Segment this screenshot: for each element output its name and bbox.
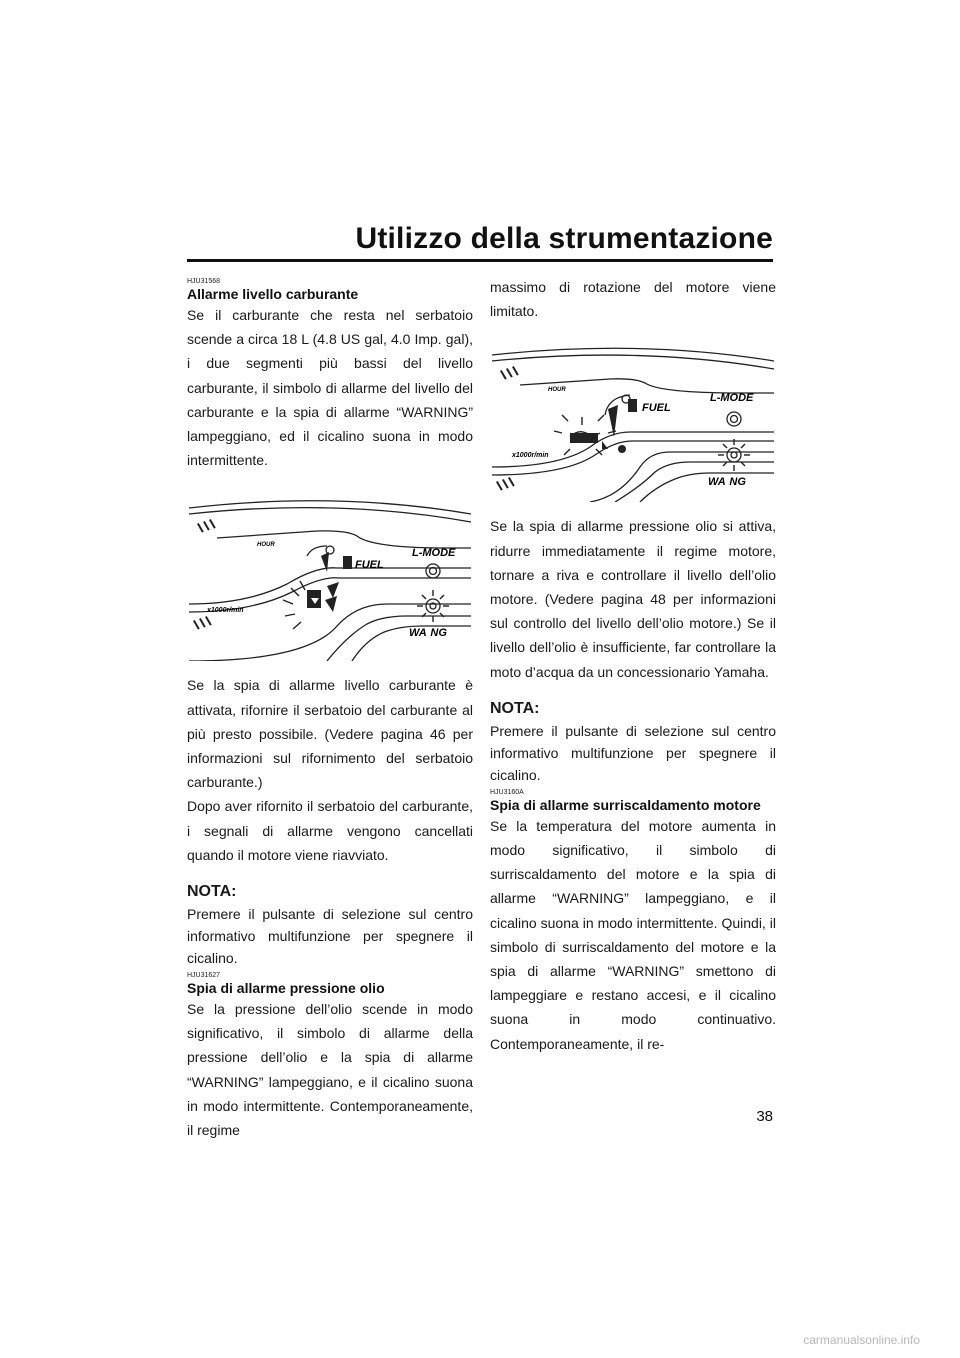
paragraph: Dopo aver rifornito il serbatoio del carburante, i segnali di allarme vengono cancellati quando il motore viene riavviato. <box>187 798 473 863</box>
rpm-label: x1000r/min <box>512 452 549 460</box>
page-number: 38 <box>756 1108 773 1125</box>
paragraph: Se la temperatura del motore aumenta in modo significativo, il simbolo di surriscaldamento del motore e la spia di allarme “WARNING” lampeggiano, e il cicalino suona in modo intermittente. Quindi, il simbolo di surriscaldamento del motore e la spia di allarme “WARNING” smettono di lampeggiare e restano accesi, e il cicalino suona in modo continuativo. Contemporaneamente, il re- <box>490 817 776 1052</box>
note-text: Premere il pulsante di selezione sul centro informativo multifunzione per spegnere il cicalino. <box>490 722 776 783</box>
paragraph: Se la pressione dell’olio scende in modo significativo, il simbolo di allarme della pressione dell’olio e la spia di allarme “WARNING” lampeggiano, e il cicalino suona in modo intermittente. Contemporaneamente, il regime <box>187 1001 473 1139</box>
note-text: Premere il pulsante di selezione sul centro informativo multifunzione per spegnere il cicalino. <box>187 906 473 967</box>
paragraph: Se il carburante che resta nel serbatoio scende a circa 18 L (4.8 US gal, 4.0 Imp. gal), i due segmenti più bassi del livello carburante, il simbolo di allarme del livello del carburante e la spia di allarme “WARNING” lampeggiano, ed il cicalino suona in modo intermittente. <box>187 307 473 469</box>
hour-label: HOUR <box>257 542 275 549</box>
fuel-label: FUEL <box>642 402 671 415</box>
lmode-label: L-MODE <box>710 392 754 405</box>
hour-label: HOUR <box>548 387 566 394</box>
warning-label: WA NG <box>708 476 746 489</box>
warning-label: WA NG <box>409 627 447 640</box>
section-heading-fuel-alarm: Allarme livello carburante <box>187 286 359 302</box>
fuel-warning-illustration <box>187 486 473 661</box>
header-rule <box>187 259 773 262</box>
section-code: HJU31568 <box>187 278 221 285</box>
paragraph: Se la spia di allarme pressione olio si attiva, ridurre immediatamente il regime motore, tornare a riva e controllare il livello dell’olio motore. (Vedere pagina 48 per informazioni sul controllo del livello dell’olio motore.) Se il livello dell’olio è insufficiente, far controllare la moto d’acqua da un concessionario Yamaha. <box>490 518 776 680</box>
note-label: NOTA: <box>490 699 540 717</box>
section-code: HJU3160A <box>490 788 524 796</box>
rpm-label: x1000r/min <box>207 607 244 615</box>
lmode-label: L-MODE <box>412 547 456 560</box>
watermark: carmanualsonline.info <box>803 1333 920 1347</box>
note-label: NOTA: <box>187 883 237 901</box>
fuel-label: FUEL <box>355 559 384 572</box>
right-column <box>490 275 776 1056</box>
paragraph: massimo di rotazione del motore viene limitato. <box>490 279 776 320</box>
oil-pressure-warning-illustration <box>490 337 776 502</box>
left-column <box>187 275 473 1142</box>
paragraph: Se la spia di allarme livello carburante è attivata, rifornire il serbatoio del carburante al più presto possibile. (Vedere pagina 46 per informazioni sul rifornimento del serbatoio carburante.) <box>187 677 473 791</box>
section-heading-oil-pressure: Spia di allarme pressione olio <box>187 980 385 997</box>
page-title: Utilizzo della strumentazione <box>355 222 773 255</box>
section-heading-overheat: Spia di allarme surriscaldamento motore <box>490 796 761 813</box>
section-code: HJU31627 <box>187 972 221 980</box>
